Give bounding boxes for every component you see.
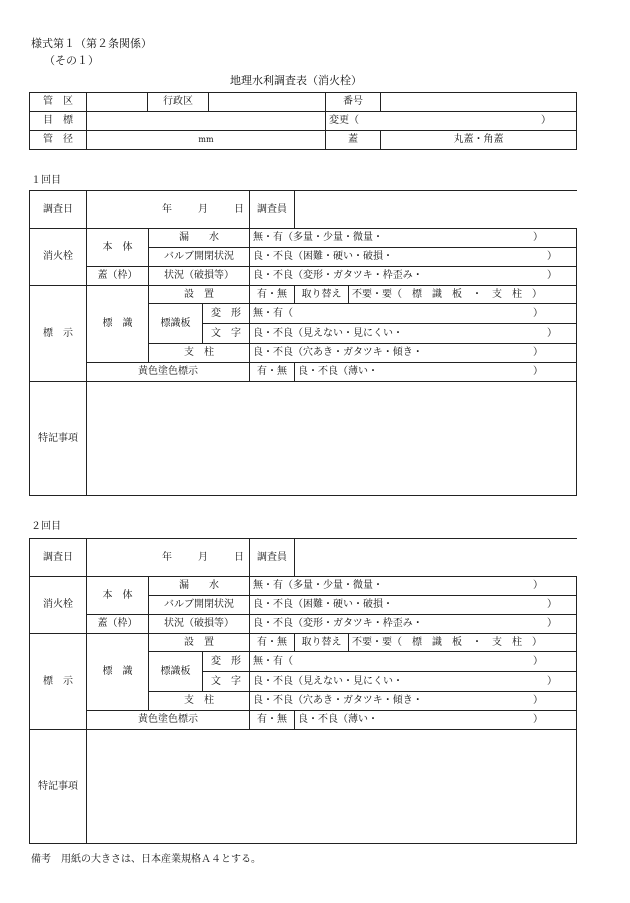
moji-value: 良・不良（見えない・見にくい・ xyxy=(253,675,404,687)
futa-label: 蓋 xyxy=(326,131,381,150)
torikae-label: 取り替え xyxy=(295,634,349,652)
setchi-label: 設 置 xyxy=(149,634,250,652)
henkei-label: 変 形 xyxy=(203,652,250,672)
kiiro-field[interactable] xyxy=(295,711,577,730)
round-label: ２回目 xyxy=(31,521,61,532)
hyoshikiban-label: 標識板 xyxy=(149,652,203,692)
close-paren: ） xyxy=(547,270,558,281)
valve-label: バルブ開閉状況 xyxy=(149,596,250,615)
moji-value: 良・不良（見えない・見にくい・ xyxy=(253,327,404,339)
henkei-value: 無・有（ xyxy=(253,307,294,319)
form-title: 地理水利調査表（消火栓） xyxy=(230,74,362,87)
kanku-value[interactable] xyxy=(87,93,148,112)
setchi-label: 設 置 xyxy=(149,286,250,304)
header-table xyxy=(29,92,577,150)
kiiro-value: 有・無 xyxy=(250,711,295,730)
close-paren: ） xyxy=(533,307,544,319)
mokuhyo-value[interactable] xyxy=(87,112,326,131)
date-field[interactable] xyxy=(87,191,250,229)
close-paren: ） xyxy=(547,327,558,339)
shichu-value: 良・不良（穴あき・ガタツキ・傾き・ xyxy=(253,347,423,358)
shichu-value: 良・不良（穴あき・ガタツキ・傾き・ xyxy=(253,695,423,706)
close-paren: ） xyxy=(547,675,558,687)
close-paren: ） xyxy=(533,655,544,667)
hyoshiki-label: 標 識 xyxy=(87,286,149,363)
henkei-value: 無・有（ xyxy=(253,655,294,667)
rosui-value: 無・有（多量・少量・微量・ xyxy=(253,232,384,243)
inspector-value[interactable] xyxy=(295,191,577,229)
valve-field[interactable] xyxy=(250,248,577,267)
kiiro-value: 有・無 xyxy=(250,363,295,382)
date-label: 調査日 xyxy=(30,539,87,577)
henkei-label: 変 形 xyxy=(203,304,250,324)
rosui-label: 漏 水 xyxy=(149,577,250,596)
torikae-label: 取り替え xyxy=(295,286,349,304)
footer-note: 備考 用紙の大きさは、日本産業規格Ａ４とする。 xyxy=(31,854,261,865)
henkei-field[interactable] xyxy=(250,652,577,672)
close-paren: ） xyxy=(533,366,544,377)
day-label: 日 xyxy=(234,203,245,215)
shokasen-label: 消火栓 xyxy=(30,577,87,634)
moji-label: 文 字 xyxy=(203,672,250,692)
bango-value[interactable] xyxy=(381,93,577,112)
kiiro-label: 黄色塗色標示 xyxy=(87,363,250,382)
close-paren: ） xyxy=(547,618,558,629)
henko-label: 変更（ xyxy=(329,115,359,126)
torikae-value: 不要・要（ 標 識 板 ・ 支 柱 ） xyxy=(349,286,577,304)
futa-waku-label: 蓋（枠） xyxy=(87,267,149,286)
hyoshikiban-label: 標識板 xyxy=(149,304,203,344)
mokuhyo-label: 目 標 xyxy=(30,112,87,131)
henko-field[interactable] xyxy=(326,112,577,131)
notes-field[interactable] xyxy=(87,382,577,496)
henkei-field[interactable] xyxy=(250,304,577,324)
kiiro-field[interactable] xyxy=(295,363,577,382)
rosui-value: 無・有（多量・少量・微量・ xyxy=(253,580,384,591)
day-label: 日 xyxy=(234,551,245,563)
moji-field[interactable] xyxy=(250,672,577,692)
kanku-label: 管 区 xyxy=(30,93,87,112)
month-label: 月 xyxy=(198,551,209,563)
valve-value: 良・不良（困難・硬い・破損・ xyxy=(253,599,394,610)
sub-number: （その１） xyxy=(44,54,99,67)
rosui-field[interactable] xyxy=(250,577,577,596)
moji-field[interactable] xyxy=(250,324,577,344)
month-label: 月 xyxy=(198,203,209,215)
notes-field[interactable] xyxy=(87,730,577,844)
moji-label: 文 字 xyxy=(203,324,250,344)
date-field[interactable] xyxy=(87,539,250,577)
gyoseiku-label: 行政区 xyxy=(148,93,209,112)
valve-field[interactable] xyxy=(250,596,577,615)
hontai-label: 本 体 xyxy=(87,577,149,615)
mm-unit: mm xyxy=(198,135,214,144)
futa-value: 丸蓋・角蓋 xyxy=(381,131,577,150)
kankei-label: 管 径 xyxy=(30,131,87,150)
rosui-field[interactable] xyxy=(250,229,577,248)
close-paren: ） xyxy=(533,347,544,358)
futa-status-label: 状況（破損等） xyxy=(149,615,250,634)
hyoji-label: 標 示 xyxy=(30,286,87,382)
close-paren: ） xyxy=(547,251,558,262)
kankei-value[interactable] xyxy=(87,131,326,150)
close-paren: ） xyxy=(533,714,544,725)
kiiro-status: 良・不良（薄い・ xyxy=(298,714,379,725)
setchi-value: 有・無 xyxy=(250,286,295,304)
futa-field[interactable] xyxy=(250,615,577,634)
survey-round-table xyxy=(29,190,577,496)
form-number: 様式第１（第２条関係） xyxy=(31,37,152,50)
inspector-value[interactable] xyxy=(295,539,577,577)
notes-label: 特記事項 xyxy=(30,382,87,496)
rosui-label: 漏 水 xyxy=(149,229,250,248)
close-paren: ） xyxy=(533,580,544,591)
shichu-label: 支 柱 xyxy=(149,344,250,363)
close-paren: ） xyxy=(547,599,558,610)
torikae-value: 不要・要（ 標 識 板 ・ 支 柱 ） xyxy=(349,634,577,652)
notes-label: 特記事項 xyxy=(30,730,87,844)
shichu-label: 支 柱 xyxy=(149,692,250,711)
hontai-label: 本 体 xyxy=(87,229,149,267)
year-label: 年 xyxy=(162,551,173,563)
valve-label: バルブ開閉状況 xyxy=(149,248,250,267)
year-label: 年 xyxy=(162,203,173,215)
close-paren: ） xyxy=(533,232,544,243)
kiiro-label: 黄色塗色標示 xyxy=(87,711,250,730)
henko-close: ） xyxy=(541,115,551,126)
date-label: 調査日 xyxy=(30,191,87,229)
bango-label: 番号 xyxy=(326,93,381,112)
inspector-label: 調査員 xyxy=(250,539,295,577)
shokasen-label: 消火栓 xyxy=(30,229,87,286)
setchi-value: 有・無 xyxy=(250,634,295,652)
shichu-field[interactable] xyxy=(250,692,577,711)
futa-value: 良・不良（変形・ガタツキ・枠歪み・ xyxy=(253,270,423,281)
futa-status-label: 状況（破損等） xyxy=(149,267,250,286)
inspector-label: 調査員 xyxy=(250,191,295,229)
kiiro-status: 良・不良（薄い・ xyxy=(298,366,379,377)
gyoseiku-value[interactable] xyxy=(209,93,326,112)
close-paren: ） xyxy=(533,695,544,706)
round-label: １回目 xyxy=(31,175,61,186)
hyoji-label: 標 示 xyxy=(30,634,87,730)
futa-field[interactable] xyxy=(250,267,577,286)
hyoshiki-label: 標 識 xyxy=(87,634,149,711)
futa-value: 良・不良（変形・ガタツキ・枠歪み・ xyxy=(253,618,423,629)
survey-round-table xyxy=(29,538,577,844)
futa-waku-label: 蓋（枠） xyxy=(87,615,149,634)
valve-value: 良・不良（困難・硬い・破損・ xyxy=(253,251,394,262)
shichu-field[interactable] xyxy=(250,344,577,363)
